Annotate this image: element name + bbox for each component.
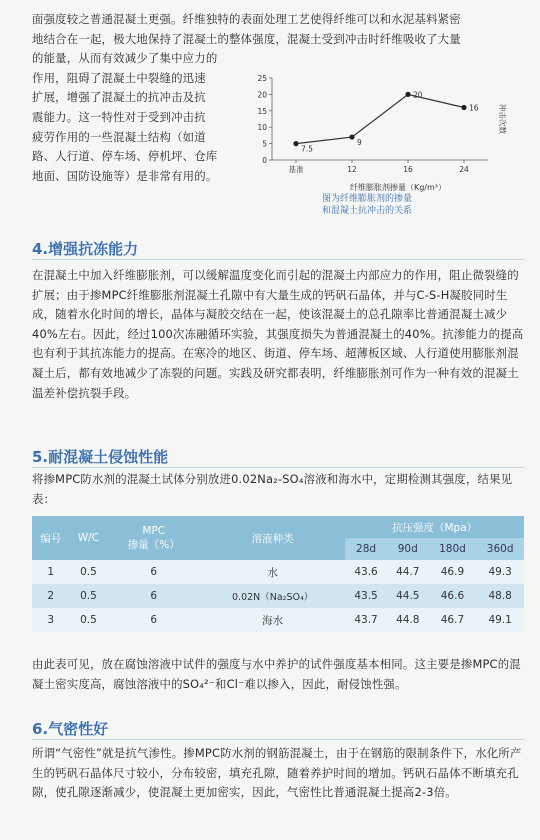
table-cell: 0.02N（Na₂SO₄） [200,584,345,608]
y-tick-label: 10 [257,123,267,133]
table-cell: 6 [107,560,200,584]
y-axis-label: 冲击次数 [498,104,507,134]
x-tick-label: 基准 [288,165,304,174]
table-cell: 0.5 [69,608,107,632]
table-row [32,608,524,632]
table-header-age: 90d [387,538,429,560]
table-header: 抗压强度（Mpa） [345,516,524,538]
chart-caption-line: 和混凝土抗冲击的关系 [322,206,413,216]
intro-line: 作用，阻碍了混凝土中裂缝的迅速 [32,70,206,85]
data-point [461,105,466,110]
series-line [296,94,464,143]
section-title: 6.气密性好 [32,720,109,738]
table-cell: 43.7 [345,608,387,632]
section-divider [32,259,524,260]
table-header-line: MPC [142,524,166,537]
table-header [107,516,200,560]
y-tick-label: 25 [257,74,267,83]
data-label: 20 [413,90,423,100]
section-divider [32,467,524,468]
table-header: W/C [69,516,107,560]
table-header-line: 掺量（%） [127,538,180,551]
table-cell: 44.8 [387,608,429,632]
table-cell: 43.5 [345,584,387,608]
y-tick-label: 15 [257,106,267,116]
table-header: 溶液种类 [200,516,345,560]
data-point [349,134,354,139]
table-cell: 43.6 [345,560,387,584]
intro-line: 疲劳作用的一些混凝土结构（如道 [32,129,206,144]
data-point [293,141,298,146]
table-header: 编号 [32,516,69,560]
chart-caption-line: 图为纤维膨胀剂的掺量 [322,194,413,204]
x-tick-label: 12 [347,165,357,174]
table-header-age: 180d [429,538,477,560]
chart-marks [293,90,478,153]
table-cell: 水 [200,560,345,584]
table-cell: 49.3 [476,560,524,584]
table-cell: 44.7 [387,560,429,584]
section-divider [32,739,524,740]
section-body: 将掺MPC防水剂的混凝土试体分别放进0.02Na₂-SO₄溶液和海水中，定期检测其强度，结果见表： [32,472,513,506]
section-title: 4.增强抗冻能力 [32,240,139,258]
table-cell: 44.5 [387,584,429,608]
x-tick-label: 16 [403,165,413,174]
data-label: 16 [469,103,479,113]
table-cell: 2 [32,584,69,608]
table-header-age: 28d [345,538,387,560]
intro-line: 扩展，增强了混凝土的抗冲击及抗 [32,90,206,105]
table-cell: 3 [32,608,69,632]
x-axis-label: 纤维膨胀剂掺量（Kg/m³） [349,183,447,192]
y-tick-label: 5 [262,139,267,149]
table-conclusion: 由此表可见，放在腐蚀溶液中试件的强度与水中养护的试件强度基本相同。这主要是掺MPC的混凝土密实度高，腐蚀溶液中的SO₄²⁻和Cl⁻难以掺入，因此，耐侵蚀性强。 [32,657,521,691]
table-cell: 0.5 [69,584,107,608]
chart-axes [257,74,508,192]
table-cell: 0.5 [69,560,107,584]
data-label: 7.5 [301,144,313,154]
table-row [32,560,524,584]
table-cell: 48.8 [476,584,524,608]
section-body: 在混凝土中加入纤维膨胀剂，可以缓解温度变化而引起的混凝土内部应力的作用，阻止微裂缝的扩展；由于掺MPC纤维膨胀剂混凝土孔隙中有大量生成的钙矾石晶体，并与C-S-H凝胶同时生成，随着水化时间的增长，晶体与凝胶交结在一起，使该混凝土的总孔隙率比普通混凝土减少40%左右。因此，经过100次冻融循环实验，其强度损失为普通混凝土的40%。抗渗能力的提高也有利于其抗冻能力的提高。在寒冷的地区、街道、停车场、超薄板区域、人行道使用膨胀剂混凝土后，都有效地减少了冻裂的问题。实践及研究都表明，纤维膨胀剂可作为一种有效的混凝土温差补偿抗裂手段。 [32,268,524,400]
table-cell: 46.6 [429,584,477,608]
chart-caption [322,193,412,217]
intro-line: 地结合在一起，极大地保持了混凝土的整体强度，混凝土受到冲击时纤维吸收了大量 [32,31,461,46]
intro-line: 路、人行道、停车场、停机坪、仓库 [32,149,218,164]
table-cell: 46.7 [429,608,477,632]
section-body: 所谓“气密性”就是抗气渗性。掺MPC防水剂的钢筋混凝土，由于在钢筋的限制条件下，水化所产生的钙矾石晶体尺寸较小，分布较密，填充孔隙，随着养护时间的增加。钙矾石晶体不断填充孔隙，使孔隙逐渐减少，使混凝土更加密实，因此，气密性比普通混凝土提高2-3倍。 [32,746,522,800]
table-header-age: 360d [476,538,524,560]
data-label: 9 [357,138,362,148]
x-tick-label: 24 [459,165,469,174]
table-cell: 46.9 [429,560,477,584]
y-tick-label: 20 [257,90,267,100]
y-tick-label: 0 [262,156,267,165]
table-cell: 49.1 [476,608,524,632]
table-cell: 6 [107,584,200,608]
table-cell: 海水 [200,608,345,632]
intro-line: 面强度较之普通混凝土更强。纤维独特的表面处理工艺使得纤维可以和水泥基料紧密 [32,12,461,26]
intro-line: 震能力。这一特性对于受到冲击抗 [32,109,206,124]
table-row [32,584,524,608]
data-point [405,92,410,97]
intro-line: 的能量，从而有效减少了集中应力的 [32,51,218,66]
table-cell: 1 [32,560,69,584]
section-title: 5.耐混凝土侵蚀性能 [32,448,169,466]
table-cell: 6 [107,608,200,632]
strength-table [32,516,524,632]
intro-line: 地面、国防设施等）是非常有用的。 [32,168,218,183]
